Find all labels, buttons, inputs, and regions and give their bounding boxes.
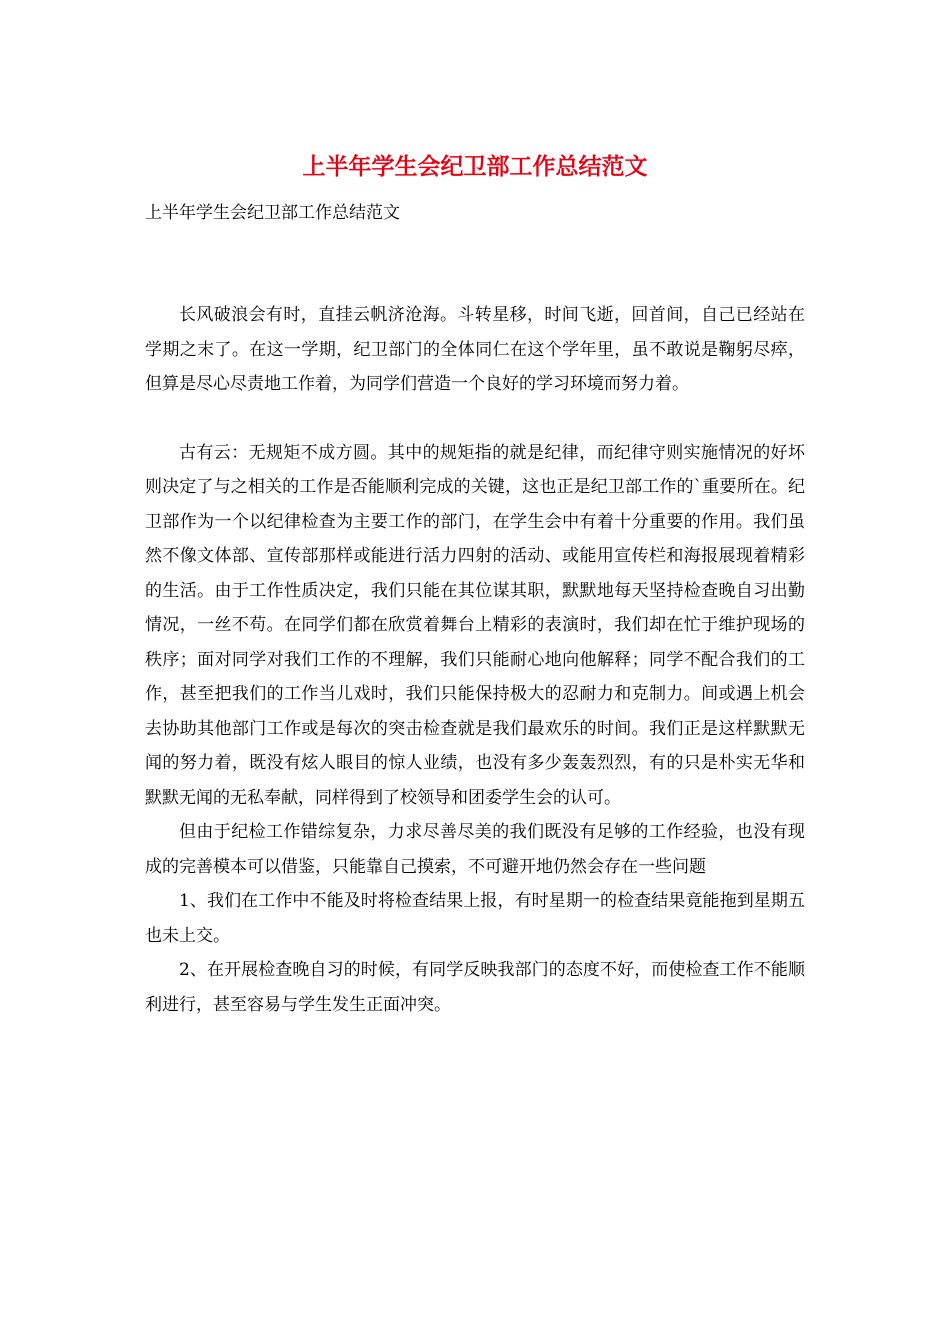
document-title: 上半年学生会纪卫部工作总结范文 (302, 153, 648, 180)
paragraph-discipline: 古有云：无规矩不成方圆。其中的规矩指的就是纪律，而纪律守则实施情况的好坏则决定了与之相关的工作是否能顺利完成的关键，这也正是纪卫部工作的`重要所在。纪卫部作为一个以纪律检查为主要工作的部门，在学生会中有着十分重要的作用。我们虽然不像文体部、宣传部那样或能进行活力四射的活动、或能用宣传栏和海报展现着精彩的生活。由于工作性质决定，我们只能在其位谋其职，默默地每天坚持检查晚自习出勤情况，一丝不苟。在同学们都在欣赏着舞台上精彩的表演时，我们却在忙于维护现场的秩序；面对同学对我们工作的不理解，我们只能耐心地向他解释；同学不配合我们的工作，甚至把我们的工作当儿戏时，我们只能保持极大的忍耐力和克制力。间或遇上机会去协助其他部门工作或是每次的突击检查就是我们最欢乐的时间。我们正是这样默默无闻的努力着，既没有炫人眼目的惊人业绩，也没有多少轰轰烈烈，有的只是朴实无华和默默无闻的无私奉献，同样得到了校领导和团委学生会的认可。 (145, 442, 805, 808)
list-item-problem-1: 1、我们在工作中不能及时将检查结果上报，有时星期一的检查结果竟能拖到星期五也未上交。 (145, 891, 805, 946)
paragraph-intro: 长风破浪会有时，直挂云帆济沧海。斗转星移，时间飞逝，回首间，自己已经站在学期之末了。在这一学期，纪卫部门的全体同仁在这个学年里，虽不敢说是鞠躬尽瘁，但算是尽心尽责地工作着，为同学们营造一个良好的学习环境而努力着。 (145, 305, 805, 394)
document-subtitle: 上半年学生会纪卫部工作总结范文 (145, 203, 400, 223)
list-item-problem-2: 2、在开展检查晚自习的时候，有同学反映我部门的态度不好，而使检查工作不能顺利进行，甚至容易与学生发生正面冲突。 (145, 960, 805, 1015)
paragraph-problems: 但由于纪检工作错综复杂，力求尽善尽美的我们既没有足够的工作经验，也没有现成的完善模本可以借鉴，只能靠自己摸索，不可避开地仍然会存在一些问题 (145, 822, 805, 877)
document-body (145, 298, 805, 1022)
